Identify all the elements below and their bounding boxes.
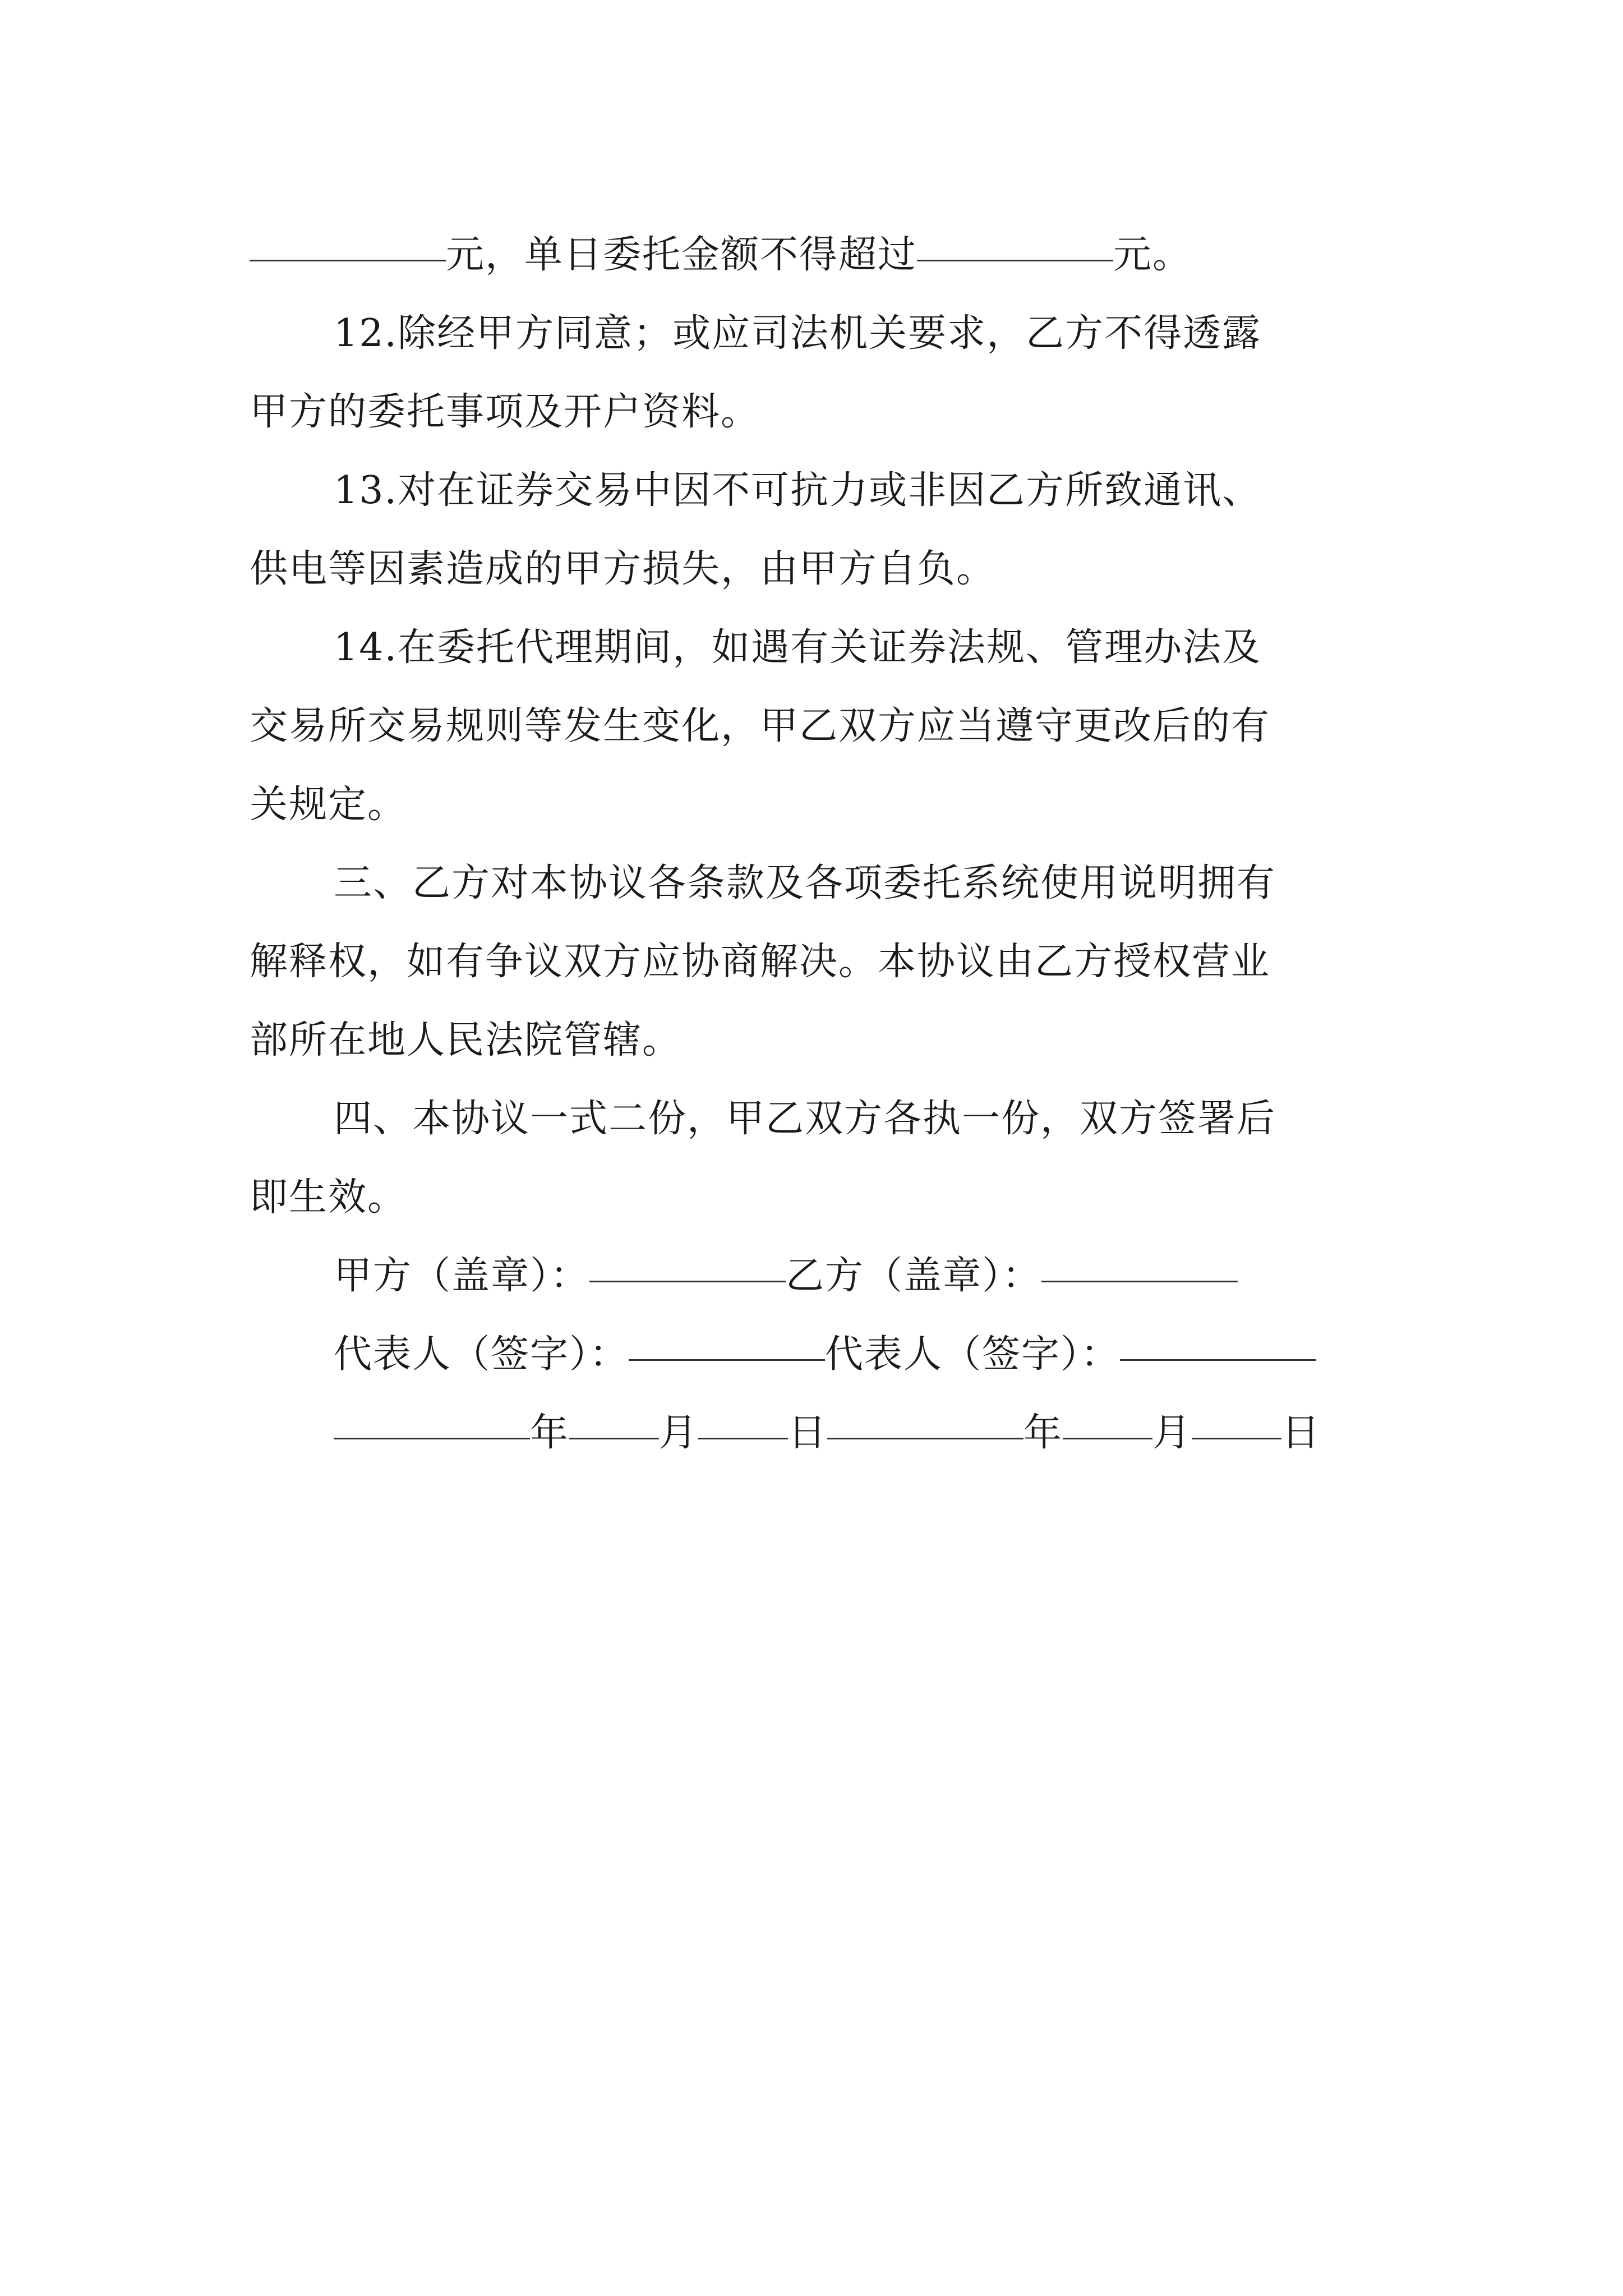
party-b-seal-label: 乙方（盖章）： [786,1254,1042,1298]
party-a-seal-label: 甲方（盖章）： [334,1254,590,1298]
date-a-month-blank[interactable] [569,1394,659,1439]
section-3-line-2: 解释权，如有争议双方应协商解决。本协议由乙方授权营业 [250,940,1271,984]
date-a-year-label: 年 [530,1411,570,1455]
rep-a-sign-label: 代表人（签字）： [334,1332,629,1377]
section-4-line-2: 即生效。 [250,1175,407,1220]
party-b-seal-blank[interactable] [1041,1237,1238,1282]
rep-b-sign-blank[interactable] [1120,1315,1316,1361]
clause-14-line-1: 14.在委托代理期间，如遇有关证券法规、管理办法及 [334,625,1262,670]
rep-a-sign-blank[interactable] [629,1315,825,1361]
section-3-line-3: 部所在地人民法院管辖。 [250,1018,682,1062]
party-seal-line [250,1237,1377,1315]
amount-text-a: 元，单日委托金额不得超过 [446,233,917,277]
clause-14-line-2: 交易所交易规则等发生变化，甲乙双方应当遵守更改后的有 [250,704,1271,748]
amount-blank-1[interactable] [250,216,446,261]
party-a-seal-blank[interactable] [589,1237,786,1282]
date-line [250,1394,1377,1473]
date-b-month-label: 月 [1152,1411,1192,1455]
amount-text-b: 元。 [1113,233,1192,277]
date-b-year-blank[interactable] [827,1394,1023,1439]
date-b-month-blank[interactable] [1063,1394,1152,1439]
date-a-year-blank[interactable] [334,1394,530,1439]
amount-limit-line [250,216,1377,295]
clause-12-line-1: 12.除经甲方同意；或应司法机关要求，乙方不得透露 [334,311,1262,356]
date-a-day-label: 日 [788,1411,828,1455]
clause-13-line-2: 供电等因素造成的甲方损失，由甲方自负。 [250,547,996,591]
clause-14-line-3: 关规定。 [250,783,407,827]
representative-sign-line [250,1315,1377,1394]
date-a-month-label: 月 [659,1411,699,1455]
date-b-day-blank[interactable] [1192,1394,1281,1439]
amount-blank-2[interactable] [917,216,1113,261]
clause-12-line-2: 甲方的委托事项及开户资料。 [250,390,760,434]
date-a-day-blank[interactable] [698,1394,788,1439]
document-body [250,216,1377,1473]
date-b-year-label: 年 [1023,1411,1063,1455]
clause-13-line-1: 13.对在证券交易中因不可抗力或非因乙方所致通讯、 [334,468,1262,513]
date-b-day-label: 日 [1281,1411,1321,1455]
rep-b-sign-label: 代表人（签字）： [825,1332,1121,1377]
section-4-line-1: 四、本协议一式二份，甲乙双方各执一份，双方签署后 [334,1097,1276,1141]
section-3-line-1: 三、乙方对本协议各条款及各项委托系统使用说明拥有 [334,861,1276,905]
